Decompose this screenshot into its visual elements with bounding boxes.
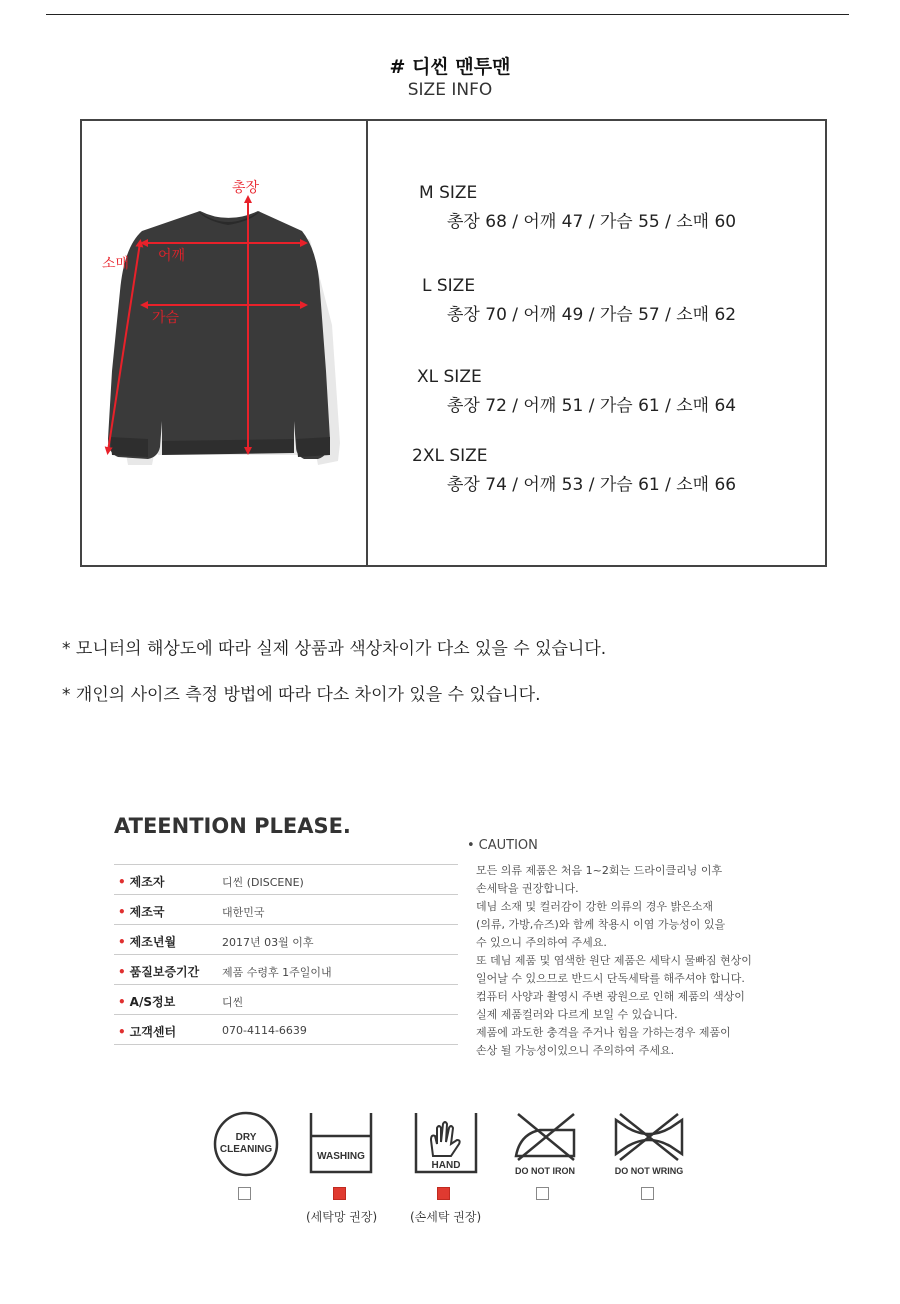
caution-line: 실제 제품컬러와 다르게 보일 수 있습니다.: [476, 1008, 678, 1021]
svg-text:DO NOT WRING: DO NOT WRING: [614, 1166, 684, 1176]
chest-label: 가슴: [152, 310, 180, 326]
info-label-center: 고객센터: [129, 1025, 177, 1039]
washing-checkbox[interactable]: [333, 1187, 346, 1200]
size-name-2xl: 2XL SIZE: [412, 446, 488, 466]
table-row: [114, 895, 458, 925]
svg-text:DRY: DRY: [235, 1132, 257, 1143]
top-divider: [46, 14, 849, 15]
svg-text:CLEANING: CLEANING: [219, 1144, 273, 1155]
do-not-iron-icon: [510, 1110, 580, 1184]
hand-wash-checkbox[interactable]: [437, 1187, 450, 1200]
table-row: [114, 955, 458, 985]
caution-line: 손세탁을 권장합니다.: [476, 882, 579, 895]
info-label-country: 제조국: [129, 905, 165, 919]
do-not-wring-icon: [610, 1110, 688, 1184]
svg-text:WASHING: WASHING: [317, 1151, 365, 1162]
size-info-subtitle: SIZE INFO: [407, 80, 493, 100]
info-value-date: 2017년 03월 이후: [222, 936, 314, 949]
table-row: [114, 1015, 458, 1045]
size-name-xl: XL SIZE: [417, 367, 482, 387]
caution-line: 데님 소재 및 컬러감이 강한 의류의 경우 밝은소재: [476, 900, 713, 913]
table-row: [114, 865, 458, 895]
washing-icon: [308, 1110, 374, 1180]
bullet-icon: •: [118, 875, 126, 889]
info-value-as: 디씬: [222, 996, 244, 1009]
notice-measure: * 개인의 사이즈 측정 방법에 따라 다소 차이가 있을 수 있습니다.: [62, 685, 541, 705]
info-value-maker: 디씬 (DISCENE): [222, 876, 304, 889]
do-not-wring-checkbox[interactable]: [641, 1187, 654, 1200]
caution-line: 제품에 과도한 충격을 주거나 힘을 가하는경우 제품이: [476, 1026, 731, 1039]
hand-wash-icon: [413, 1110, 479, 1180]
table-row: [114, 985, 458, 1015]
shoulder-label: 어깨: [158, 248, 186, 264]
attention-title: ATEENTION PLEASE.: [114, 814, 351, 838]
info-label-date: 제조년월: [129, 935, 177, 949]
size-values-xl: 총장 72 / 어깨 51 / 가슴 61 / 소매 64: [447, 396, 737, 416]
size-values-2xl: 총장 74 / 어깨 53 / 가슴 61 / 소매 66: [447, 475, 737, 495]
bullet-icon: •: [467, 838, 475, 853]
svg-text:HAND: HAND: [431, 1160, 461, 1171]
info-label-as: A/S정보: [129, 995, 176, 1009]
hand-wash-note: (손세탁 권장): [410, 1210, 482, 1224]
size-name-m: M SIZE: [419, 183, 478, 203]
bullet-icon: •: [118, 1025, 126, 1039]
sweatshirt-diagram: [82, 121, 366, 565]
length-label: 총장: [232, 180, 260, 196]
caution-line: 일어날 수 있으므로 반드시 단독세탁를 해주셔야 합니다.: [476, 972, 745, 985]
svg-text:DO NOT IRON: DO NOT IRON: [515, 1166, 575, 1176]
size-chart: [80, 119, 827, 567]
info-value-center: 070-4114-6639: [222, 1024, 307, 1037]
notice-monitor: * 모니터의 해상도에 따라 실제 상품과 색상차이가 다소 있을 수 있습니다.: [62, 639, 607, 659]
size-name-l: L SIZE: [422, 276, 476, 296]
caution-line: 컴퓨터 사양과 촬영시 주변 광원으로 인해 제품의 색상이: [476, 990, 745, 1003]
info-value-country: 대한민국: [222, 906, 265, 919]
sleeve-label: 소매: [102, 256, 130, 272]
caution-line: (의류, 가방,슈즈)와 함께 착용시 이염 가능성이 있을: [476, 918, 726, 931]
size-chart-divider: [366, 121, 368, 565]
do-not-iron-checkbox[interactable]: [536, 1187, 549, 1200]
caution-line: 또 데님 제품 및 염색한 원단 제품은 세탁시 물빠짐 현상이: [476, 954, 752, 967]
info-label-maker: 제조자: [129, 875, 165, 889]
table-row: [114, 925, 458, 955]
product-info-table: [114, 864, 458, 1045]
sweatshirt-icon: [82, 121, 366, 565]
size-values-m: 총장 68 / 어깨 47 / 가슴 55 / 소매 60: [447, 212, 737, 232]
caution-heading: • CAUTION: [467, 838, 538, 853]
product-title: # 디씬 맨투맨: [389, 56, 511, 78]
bullet-icon: •: [118, 905, 126, 919]
caution-line: 수 있으니 주의하여 주세요.: [476, 936, 607, 949]
bullet-icon: •: [118, 965, 126, 979]
dry-cleaning-checkbox[interactable]: [238, 1187, 251, 1200]
dry-cleaning-icon: [212, 1110, 280, 1182]
bullet-icon: •: [118, 935, 126, 949]
size-values-l: 총장 70 / 어깨 49 / 가슴 57 / 소매 62: [447, 305, 737, 325]
washing-note: (세탁망 권장): [306, 1210, 378, 1224]
info-value-warranty: 제품 수령후 1주일이내: [222, 966, 332, 979]
caution-line: 손상 될 가능성이있으니 주의하여 주세요.: [476, 1044, 675, 1057]
bullet-icon: •: [118, 995, 126, 1009]
caution-line: 모든 의류 제품은 처음 1~2회는 드라이클리닝 이후: [476, 864, 723, 877]
info-label-warranty: 품질보증기간: [129, 965, 200, 979]
